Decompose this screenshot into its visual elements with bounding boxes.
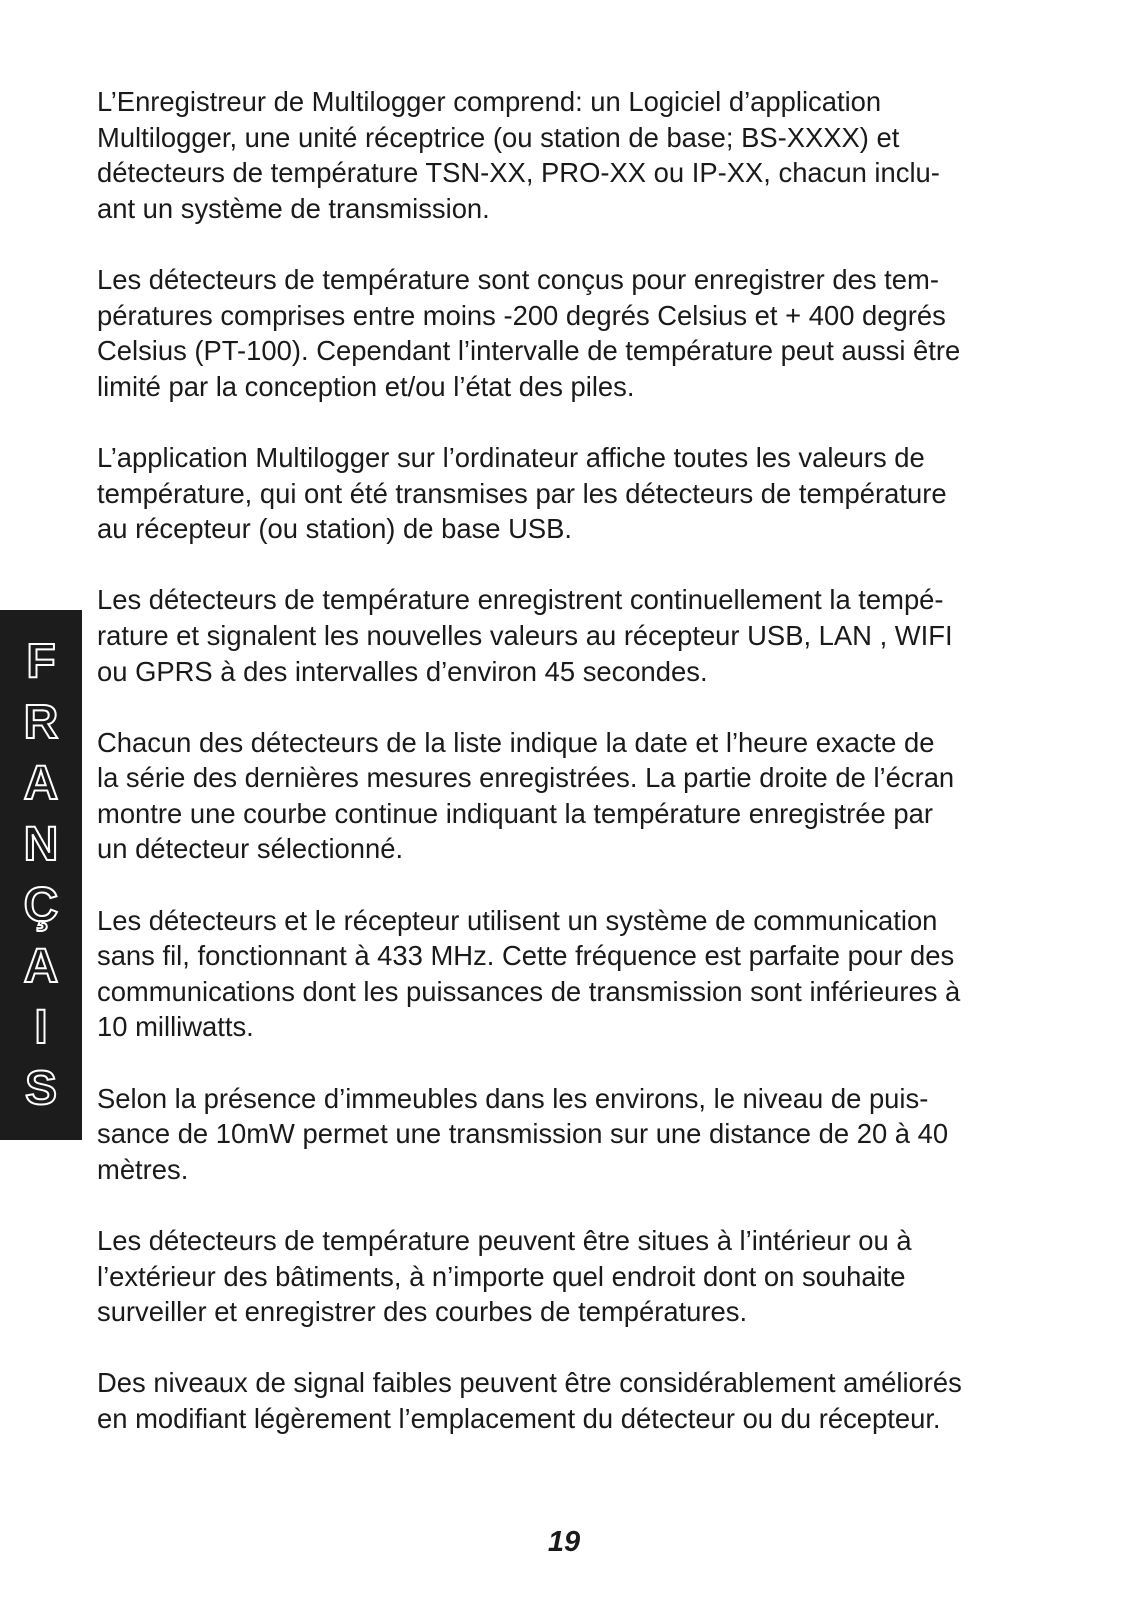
- text-line: surveiller et enregistrer des courbes de températures.: [97, 1296, 748, 1328]
- side-tab-letter: A: [23, 757, 59, 810]
- paragraph-wireless: [97, 903, 1037, 1045]
- text-line: L’application Multilogger sur l’ordinateur affiche toutes les valeurs de: [97, 441, 925, 473]
- side-tab-letter: Ç: [23, 879, 59, 932]
- side-tab-letter: N: [23, 818, 59, 871]
- text-line: au récepteur (ou station) de base USB.: [97, 513, 573, 545]
- text-line: Des niveaux de signal faibles peuvent être considérablement améliorés: [97, 1367, 962, 1399]
- text-line: communications dont les puissances de transmission sont inférieures à: [97, 975, 961, 1007]
- text-line: Les détecteurs de température enregistrent continuellement la tempé-: [97, 584, 944, 616]
- text-line: un détecteur sélectionné.: [97, 833, 404, 865]
- paragraph-range: [97, 1081, 1037, 1188]
- text-line: Les détecteurs et le récepteur utilisent un système de communication: [97, 904, 938, 936]
- text-line: limité par la conception et/ou l’état des piles.: [97, 370, 635, 402]
- text-line: Les détecteurs de température peuvent être situes à l’intérieur ou à: [97, 1225, 912, 1256]
- page-number: 19: [547, 1526, 581, 1558]
- paragraph-placement: [97, 1223, 1037, 1330]
- text-line: mètres.: [97, 1153, 189, 1185]
- side-tab-letter: R: [23, 696, 59, 749]
- text-line: pératures comprises entre moins -200 degrés Celsius et + 400 degrés: [97, 299, 946, 331]
- text-line: Multilogger, une unité réceptrice (ou station de base; BS-XXXX) et: [97, 121, 900, 153]
- text-line: Selon la présence d’immeubles dans les environs, le niveau de puis-: [97, 1082, 929, 1114]
- text-line: la série des dernières mesures enregistrées. La partie droite de l’écran: [97, 762, 955, 794]
- text-line: ou GPRS à des intervalles d’environ 45 secondes.: [97, 655, 708, 687]
- paragraph-recording: [97, 582, 1037, 689]
- text-line: l’extérieur des bâtiments, à n’importe quel endroit dont on souhaite: [97, 1260, 906, 1292]
- text-line: Chacun des détecteurs de la liste indique la date et l’heure exacte de: [97, 726, 935, 758]
- text-line: détecteurs de température TSN-XX, PRO-XX ou IP-XX, chacun inclu-: [97, 157, 940, 189]
- text-line: L’Enregistreur de Multilogger comprend: un Logiciel d’application: [97, 86, 882, 117]
- language-side-tab: [0, 610, 82, 1140]
- paragraph-detector-list: [97, 725, 1037, 867]
- text-line: température, qui ont été transmises par les détecteurs de température: [97, 477, 947, 509]
- paragraph-temperature-range: [97, 262, 1037, 404]
- text-line: sance de 10mW permet une transmission sur une distance de 20 à 40: [97, 1118, 949, 1150]
- text-line: en modifiant légèrement l’emplacement du détecteur ou du récepteur.: [97, 1402, 941, 1434]
- side-tab-letter: S: [24, 1062, 57, 1115]
- text-line: sans fil, fonctionnant à 433 MHz. Cette fréquence est parfaite pour des: [97, 940, 955, 972]
- paragraph-application: [97, 440, 1037, 547]
- text-line: montre une courbe continue indiquant la température enregistrée par: [97, 797, 933, 829]
- side-tab-letter: A: [23, 940, 59, 993]
- text-line: ant un système de transmission.: [97, 192, 490, 224]
- text-line: rature et signalent les nouvelles valeurs au récepteur USB, LAN , WIFI: [97, 619, 953, 651]
- text-line: Les détecteurs de température sont conçus pour enregistrer des tem-: [97, 263, 939, 295]
- page-body: [97, 84, 1037, 1472]
- side-tab-letter: I: [34, 1001, 48, 1054]
- paragraph-components: [97, 84, 1037, 226]
- text-line: Celsius (PT-100). Cependant l’intervalle de température peut aussi être: [97, 335, 961, 367]
- paragraph-signal: [97, 1365, 1037, 1436]
- text-line: 10 milliwatts.: [97, 1011, 254, 1043]
- side-tab-letter: F: [26, 635, 56, 688]
